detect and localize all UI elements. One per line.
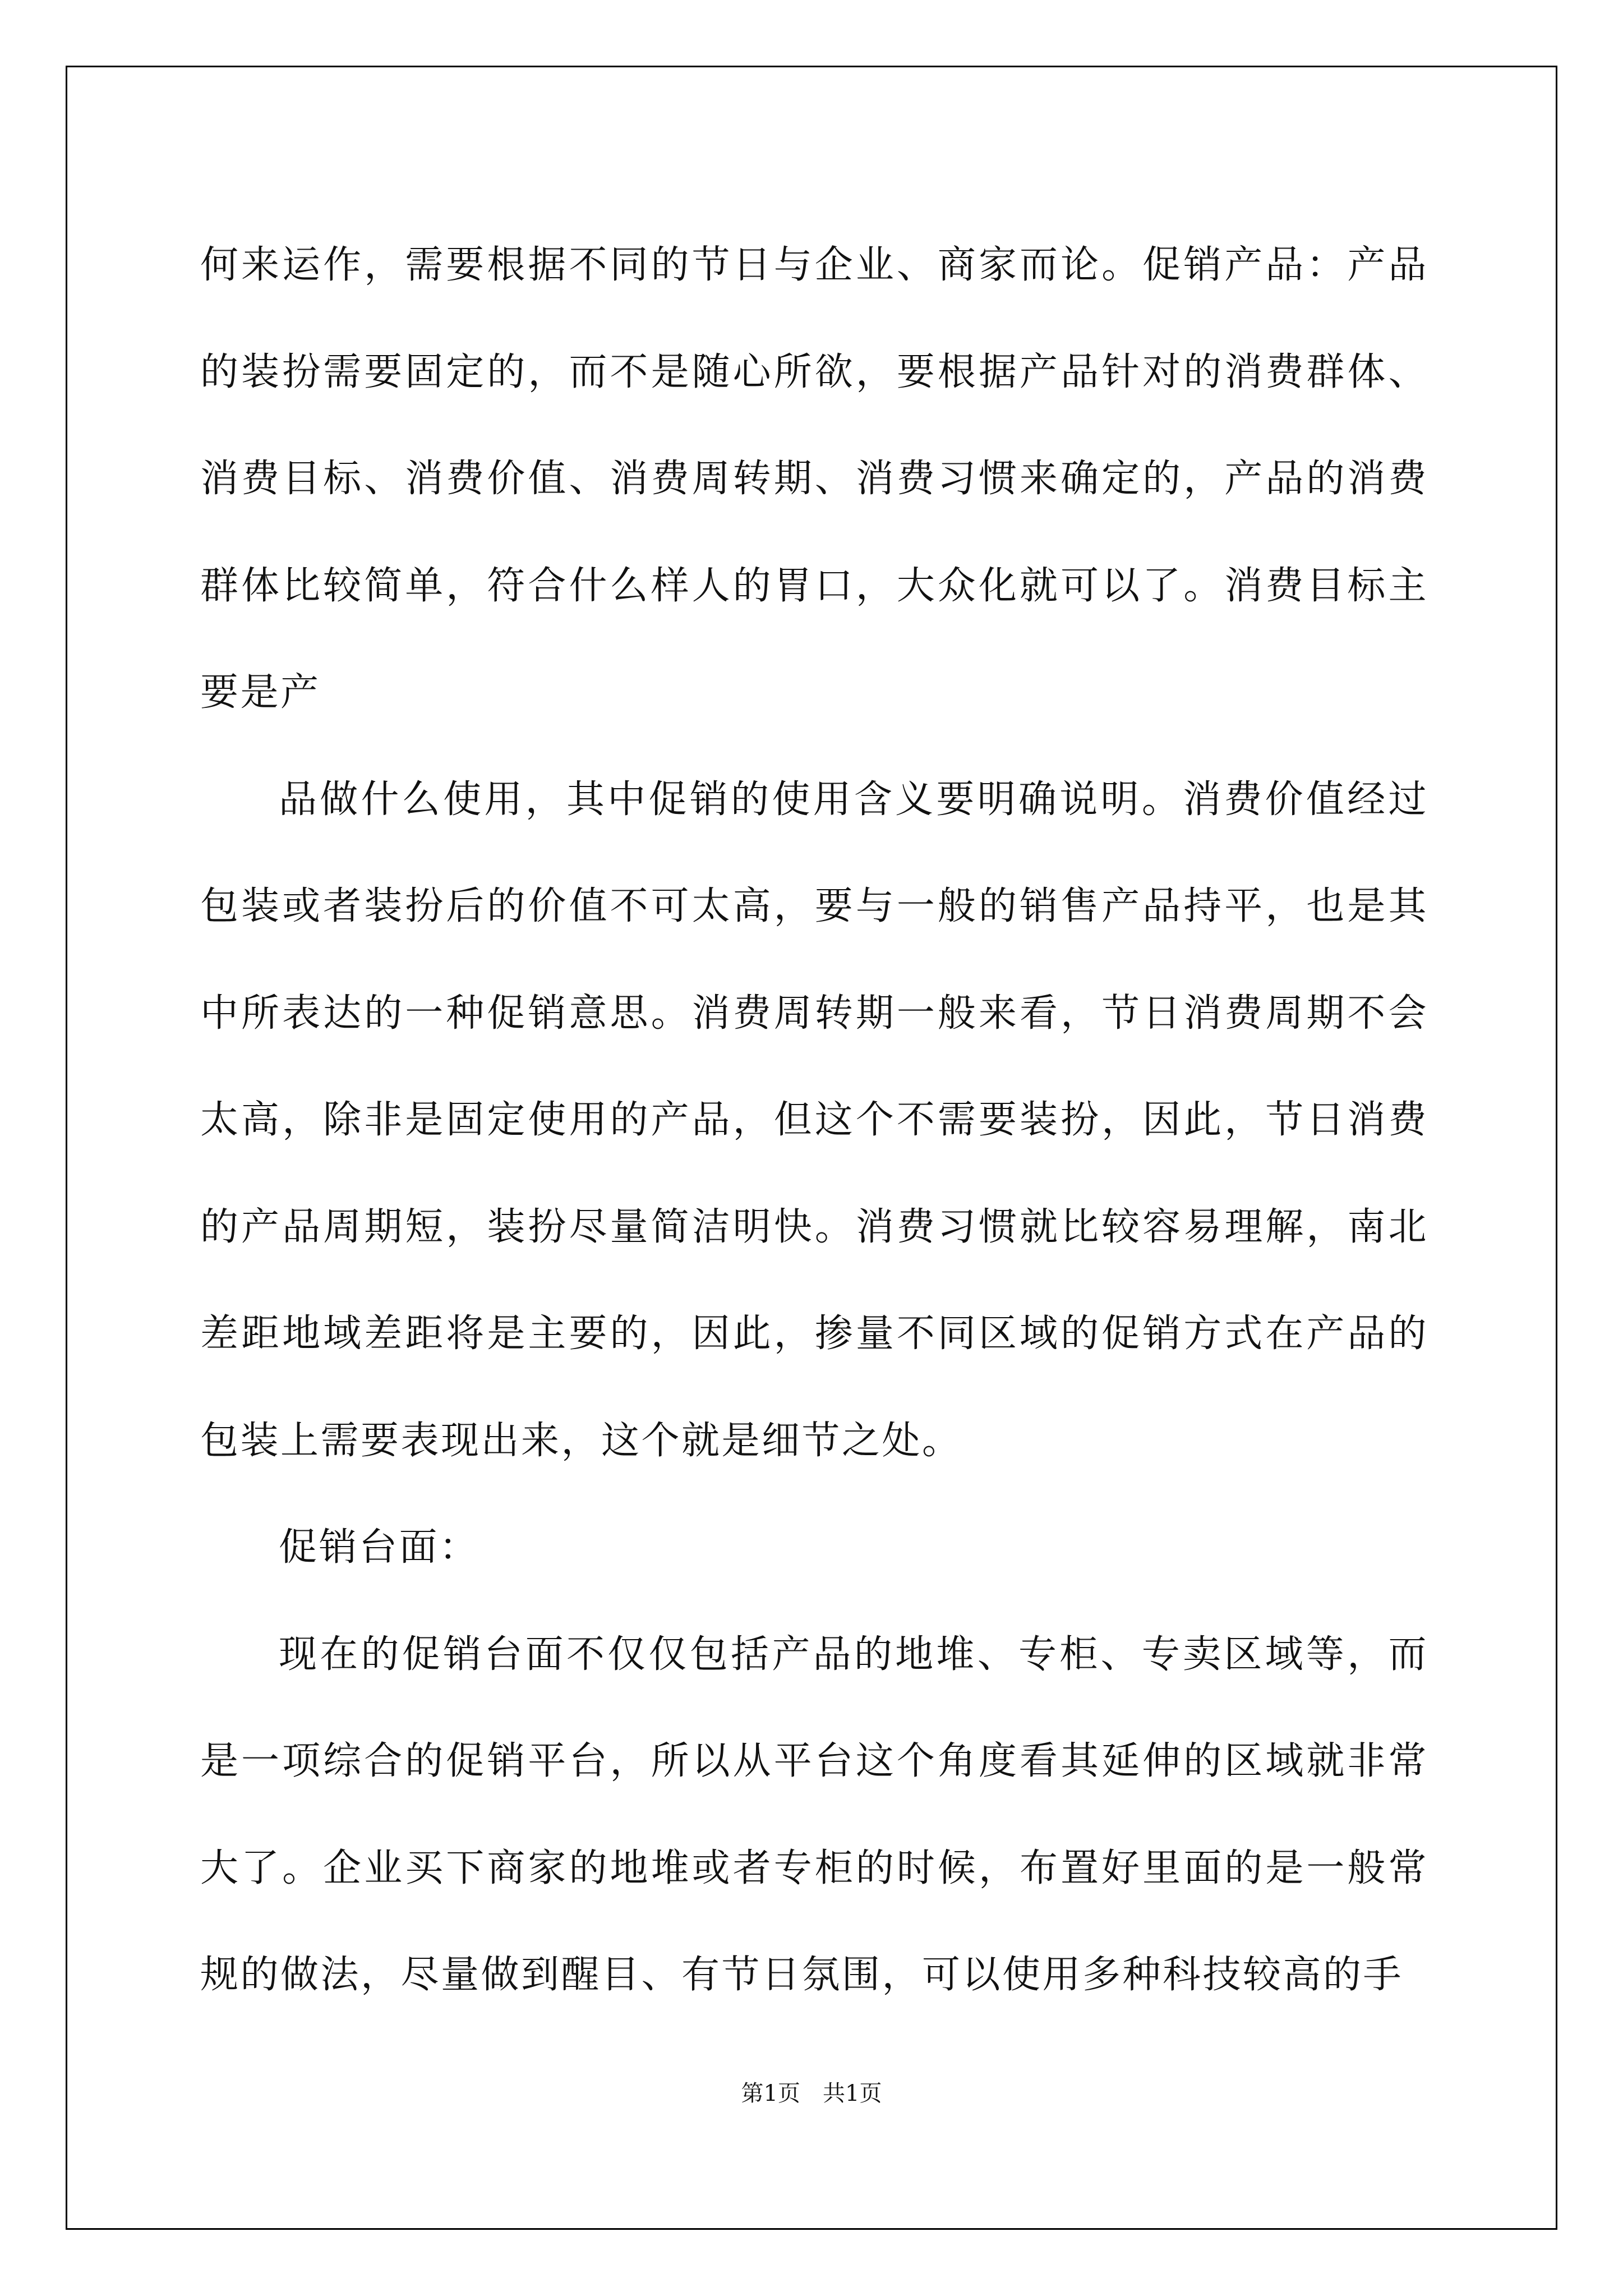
page-footer bbox=[0, 2076, 1623, 2108]
document-body bbox=[200, 212, 1428, 2029]
paragraph-4: 现在的促销台面不仅仅包括产品的地堆、专柜、专卖区域等，而是一项综合的促销平台，所以从平台这个角度看其延伸的区域就非常大了。企业买下商家的地堆或者专柜的时候，布置好里面的是一般常规的做法，尽量做到醒目、有节日氛围，可以使用多种科技较高的手 bbox=[200, 1632, 1428, 1997]
page-number: 第1页 bbox=[741, 2081, 800, 2106]
paragraph-3-heading: 促销台面： bbox=[279, 1525, 479, 1570]
paragraph-2: 品做什么使用，其中促销的使用含义要明确说明。消费价值经过包装或者装扮后的价值不可太高，要与一般的销售产品持平，也是其中所表达的一种促销意思。消费周转期一般来看，节日消费周期不会太高，除非是固定使用的产品，但这个不需要装扮，因此，节日消费的产品周期短，装扮尽量简洁明快。消费习惯就比较容易理解，南北差距地域差距将是主要的，因此，掺量不同区域的促销方式在产品的包装上需要表现出来，这个就是细节之处。 bbox=[200, 777, 1428, 1463]
paragraph-1: 何来运作，需要根据不同的节日与企业、商家而论。促销产品：产品的装扮需要固定的，而不是随心所欲，要根据产品针对的消费群体、消费目标、消费价值、消费周转期、消费习惯来确定的，产品的消费群体比较简单，符合什么样人的胃口，大众化就可以了。消费目标主要是产 bbox=[200, 243, 1428, 715]
page-total: 共1页 bbox=[823, 2081, 882, 2106]
